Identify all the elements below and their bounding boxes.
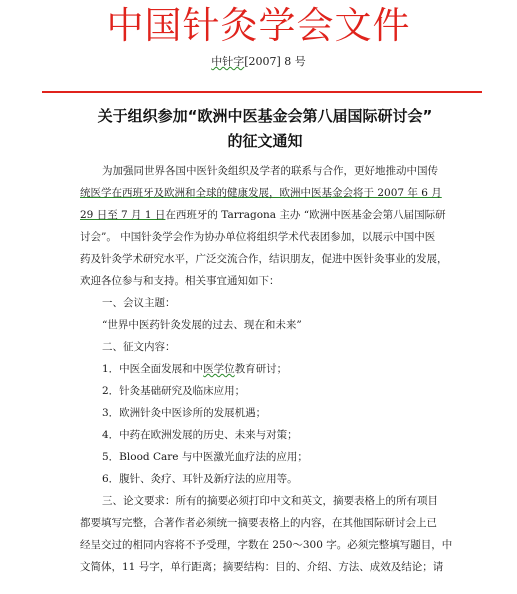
section-1-heading: 一、会议主题： <box>102 297 176 309</box>
topic-item-4: 4．中药在欧洲发展的历史、未来与对策； <box>102 429 298 441</box>
conference-theme: “世界中医药针灸发展的过去、现在和未来” <box>102 319 302 331</box>
date-start-text: 统医学在西班牙及欧洲和全球的健康发展，欧洲中医基金会将于 2007 年 6 月 <box>80 187 442 199</box>
paragraph-1-line-3 <box>80 204 490 226</box>
topic-item-6: 6．腹针、灸疗、耳针及新疗法的应用等。 <box>102 473 298 485</box>
date-end-text: 29 日至 7 月 1 日 <box>80 209 166 221</box>
document-title-line-1: 关于组织参加“欧洲中医基金会第八届国际研讨会” <box>97 107 433 125</box>
header-divider <box>42 91 482 93</box>
venue-text: 在西班牙的 Tarragona 主办 “欧洲中医基金会第八届国际研 <box>165 209 446 221</box>
paragraph-1-line-2 <box>80 182 490 204</box>
paragraph-1-line-5: 药及针灸学术研究水平，广泛交流合作，结识朋友，促进中医针灸事业的发展， <box>80 253 448 265</box>
document-masthead: 中国针灸学会文件 <box>106 4 411 47</box>
document-number-suffix: [2007] 8 号 <box>244 55 306 68</box>
section-3-line-2: 都要填写完整，合著作者必须统一摘要表格上的内容，在其他国际研讨会上已 <box>80 517 437 529</box>
section-2-heading: 二、征文内容： <box>102 341 176 353</box>
document-title <box>70 104 460 154</box>
topic-item-3: 3．欧洲针灸中医诊所的发展机遇； <box>102 407 267 419</box>
paragraph-1-line-4: 讨会”。 中国针灸学会作为协办单位将组织学术代表团参加，以展示中国中医 <box>80 231 436 243</box>
document-number-prefix: 中针字 <box>211 55 245 68</box>
topic-item-1-part-b: 医学位 <box>203 363 235 375</box>
topic-item-1-part-a: 1．中医全面发展和中 <box>102 363 204 375</box>
topic-item-1-part-c: 教育研讨； <box>234 363 288 375</box>
topic-item-5: 5．Blood Care 与中医激光血疗法的应用； <box>102 451 308 463</box>
document-body <box>80 160 490 578</box>
document-number <box>0 55 517 69</box>
paragraph-1-line-1: 为加强同世界各国中医针灸组织及学者的联系与合作，更好地推动中国传 <box>102 165 438 177</box>
section-3-line-1: 三、论文要求：所有的摘要必须打印中文和英文，摘要表格上的所有项目 <box>102 495 438 507</box>
topic-item-1 <box>80 358 490 380</box>
section-3-line-3: 经呈交过的相同内容将不予受理，字数在 250～300 字。必须完整填写题目，中 <box>80 539 453 551</box>
topic-item-2: 2．针灸基础研究及临床应用； <box>102 385 246 397</box>
paragraph-1-line-6: 欢迎各位参与和支持。相关事宜通知如下： <box>80 275 280 287</box>
document-title-line-2: 的征文通知 <box>227 132 303 150</box>
section-3-line-4: 文简体，11 号字，单行距离；摘要结构：目的、介绍、方法、成效及结论；请 <box>80 561 444 573</box>
